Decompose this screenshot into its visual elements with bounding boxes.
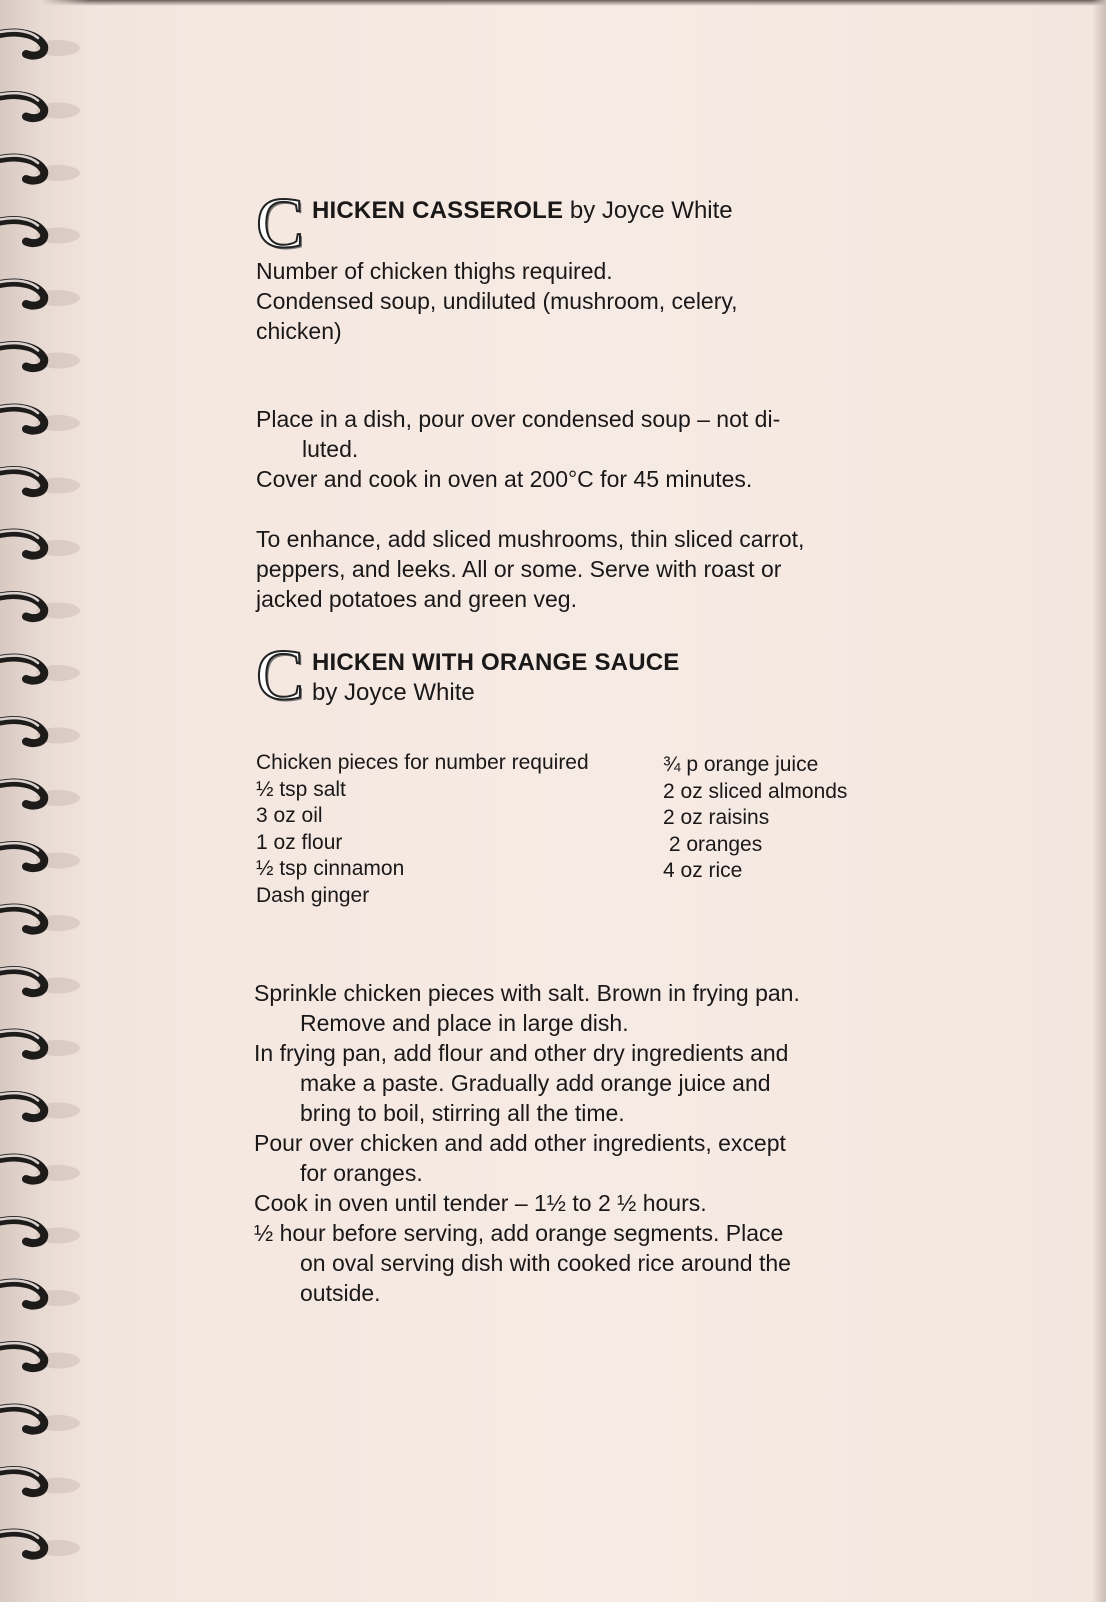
ingredient-item: 2 oz raisins	[663, 806, 770, 829]
spiral-binding	[0, 0, 90, 1602]
ingredient-item: 1 oz flour	[256, 830, 343, 854]
binding-coil	[0, 531, 80, 556]
spiral-coils	[0, 0, 90, 1602]
recipe-1-dropcap: C	[256, 183, 305, 263]
binding-coil	[0, 1281, 80, 1306]
binding-coil	[0, 218, 80, 243]
recipe-1-tip	[256, 524, 896, 614]
binding-coil	[0, 1468, 80, 1493]
recipe-2-author: by Joyce White	[312, 679, 475, 706]
recipe-2-method	[254, 978, 894, 1308]
method-line: Pour over chicken and add other ingredients, except	[254, 1130, 786, 1156]
binding-coil	[0, 93, 80, 118]
method-line: make a paste. Gradually add orange juice and	[300, 1070, 771, 1096]
method-line: for oranges.	[300, 1160, 423, 1186]
ingredient-line: chicken)	[256, 318, 342, 344]
method-line: Cook in oven until tender – 1½ to 2 ½ hours.	[254, 1190, 707, 1216]
binding-coil	[0, 1343, 80, 1368]
binding-coil	[0, 1218, 80, 1243]
ingredient-item: 2 oz sliced almonds	[663, 779, 848, 803]
binding-coil	[0, 1093, 80, 1118]
binding-coil	[0, 593, 80, 618]
binding-coil	[0, 718, 80, 743]
binding-coil	[0, 656, 80, 681]
recipe-2-heading	[256, 635, 680, 715]
ingredient-item: Dash ginger	[256, 883, 370, 907]
binding-coil	[0, 406, 80, 431]
binding-coil	[0, 968, 80, 993]
ingredient-item: ½ tsp salt	[256, 777, 346, 801]
recipe-1-title: HICKEN CASSEROLE	[312, 197, 564, 224]
binding-coil	[0, 156, 80, 181]
binding-coil	[0, 343, 80, 368]
recipe-2-title: HICKEN WITH ORANGE SAUCE	[312, 649, 680, 676]
binding-coil	[0, 781, 80, 806]
binding-coil	[0, 1531, 80, 1556]
method-line: ½ hour before serving, add orange segments. Place	[254, 1220, 784, 1246]
method-line: Remove and place in large dish.	[300, 1010, 629, 1036]
method-line: outside.	[300, 1280, 381, 1306]
method-line: on oval serving dish with cooked rice around the	[300, 1250, 791, 1276]
binding-coil	[0, 843, 80, 868]
method-line: luted.	[302, 436, 359, 462]
recipe-1-author: by Joyce White	[569, 197, 733, 224]
ingredient-item: 3 oz oil	[256, 804, 323, 827]
ingredient-item: 2 oranges	[663, 832, 763, 856]
binding-coil	[0, 1156, 80, 1181]
recipe-2-ingredients-left	[256, 750, 589, 909]
method-line: Cover and cook in oven at 200°C for 45 minutes.	[256, 466, 753, 492]
recipe-2-dropcap: C	[256, 635, 305, 715]
binding-coil	[0, 281, 80, 306]
page-edge-shadow	[1092, 0, 1106, 1602]
tip-line: To enhance, add sliced mushrooms, thin sliced carrot,	[256, 526, 805, 552]
recipe-1-method	[256, 404, 896, 494]
tip-line: jacked potatoes and green veg.	[256, 586, 577, 612]
binding-coil	[0, 468, 80, 493]
binding-coil	[0, 1031, 80, 1056]
binding-coil	[0, 906, 80, 931]
recipe-1-ingredients	[256, 256, 896, 346]
ingredient-line: Condensed soup, undiluted (mushroom, celery,	[256, 288, 738, 314]
ingredient-line: Number of chicken thighs required.	[256, 258, 613, 284]
method-line: bring to boil, stirring all the time.	[300, 1100, 625, 1126]
ingredient-item: 4 oz rice	[663, 859, 743, 882]
binding-coil	[0, 31, 80, 56]
method-line: Sprinkle chicken pieces with salt. Brown in frying pan.	[254, 980, 800, 1006]
method-line: Place in a dish, pour over condensed soup – not di-	[256, 406, 781, 432]
tip-line: peppers, and leeks. All or some. Serve with roast or	[256, 556, 782, 582]
ingredient-item: Chicken pieces for number required	[256, 751, 589, 774]
page-top-shadow	[0, 0, 1106, 6]
recipe-1-heading	[256, 183, 733, 263]
method-line: In frying pan, add flour and other dry ingredients and	[254, 1040, 789, 1066]
recipe-2-ingredients-right	[663, 752, 847, 885]
ingredient-item: ¾ p orange juice	[663, 753, 819, 776]
ingredient-item: ½ tsp cinnamon	[256, 857, 405, 880]
binding-coil	[0, 1406, 80, 1431]
